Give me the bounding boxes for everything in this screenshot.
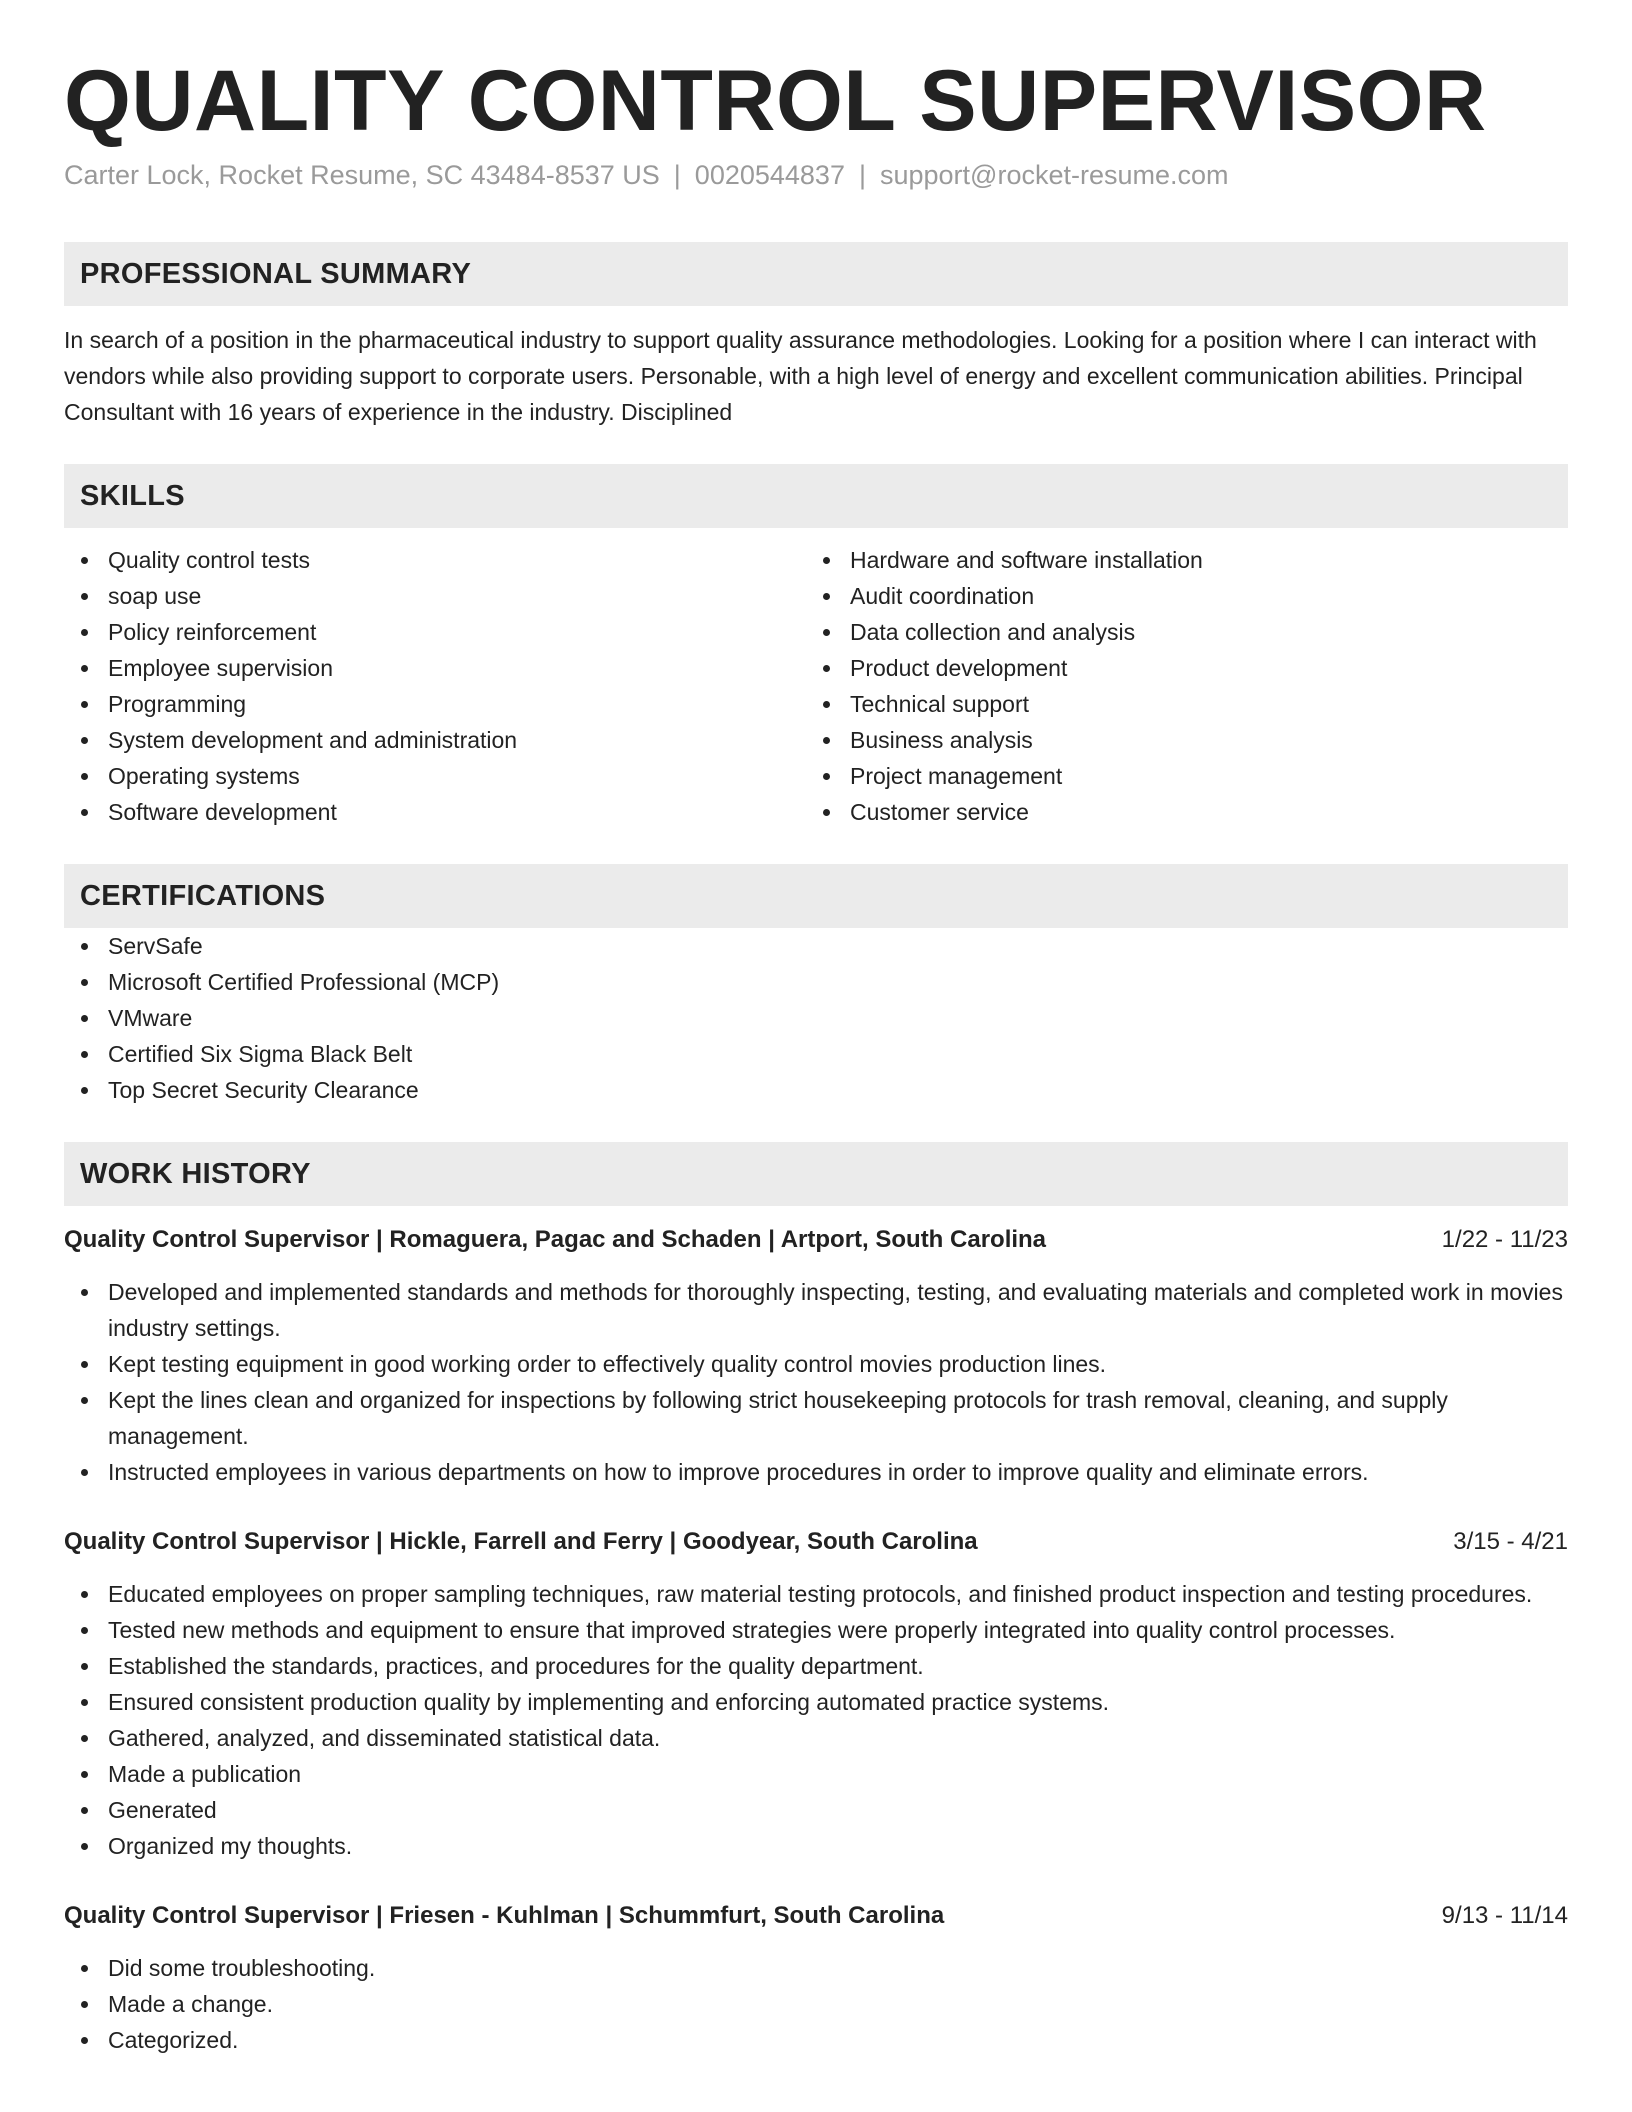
job-title: Quality Control Supervisor | Friesen - Kuhlman | Schummfurt, South Carolina	[64, 1902, 945, 1929]
contact-email: support@rocket-resume.com	[879, 160, 1229, 190]
skill-item: Business analysis	[806, 722, 1548, 758]
skill-item: Customer service	[806, 794, 1548, 830]
work-history-section	[64, 1142, 1568, 2058]
job-bullet: Made a change.	[64, 1986, 1568, 2022]
skills-section	[64, 464, 1568, 830]
skill-item: Project management	[806, 758, 1548, 794]
skills-list-right	[806, 542, 1548, 830]
contact-address: Carter Lock, Rocket Resume, SC 43484-8537 US	[64, 160, 660, 190]
skill-item: Audit coordination	[806, 578, 1548, 614]
job-bullet: Ensured consistent production quality by implementing and enforcing automated practice systems.	[64, 1684, 1568, 1720]
certifications-section	[64, 864, 1568, 1108]
skill-item: Data collection and analysis	[806, 614, 1548, 650]
job-bullet: Organized my thoughts.	[64, 1828, 1568, 1864]
contact-separator: |	[858, 160, 866, 190]
skill-item: Employee supervision	[64, 650, 806, 686]
skill-item: Quality control tests	[64, 542, 806, 578]
job-bullet: Established the standards, practices, and procedures for the quality department.	[64, 1648, 1568, 1684]
job-bullets	[64, 1274, 1568, 1490]
job-bullet: Tested new methods and equipment to ensure that improved strategies were properly integrated into quality control processes.	[64, 1612, 1568, 1648]
job-bullets	[64, 1950, 1568, 2058]
job-bullet: Categorized.	[64, 2022, 1568, 2058]
job-entry	[64, 1222, 1568, 1490]
job-entry	[64, 1524, 1568, 1864]
job-bullet: Educated employees on proper sampling techniques, raw material testing protocols, and finished product inspection and testing procedures.	[64, 1576, 1568, 1612]
job-dates: 1/22 - 11/23	[1441, 1226, 1568, 1253]
job-dates: 9/13 - 11/14	[1441, 1902, 1568, 1929]
job-header	[64, 1222, 1568, 1258]
certifications-heading: CERTIFICATIONS	[64, 864, 1568, 928]
job-bullet: Gathered, analyzed, and disseminated statistical data.	[64, 1720, 1568, 1756]
skills-heading: SKILLS	[64, 464, 1568, 528]
skill-item: Hardware and software installation	[806, 542, 1548, 578]
skill-item: System development and administration	[64, 722, 806, 758]
contact-line	[64, 158, 1568, 192]
certification-item: VMware	[64, 1000, 1568, 1036]
job-bullet: Generated	[64, 1792, 1568, 1828]
job-dates: 3/15 - 4/21	[1453, 1528, 1568, 1555]
skill-item: Software development	[64, 794, 806, 830]
certification-item: Microsoft Certified Professional (MCP)	[64, 964, 1568, 1000]
work-history-heading: WORK HISTORY	[64, 1142, 1568, 1206]
skill-item: Policy reinforcement	[64, 614, 806, 650]
job-header	[64, 1524, 1568, 1560]
job-entry	[64, 1898, 1568, 2058]
skill-item: Programming	[64, 686, 806, 722]
job-bullet: Made a publication	[64, 1756, 1568, 1792]
certification-item: Certified Six Sigma Black Belt	[64, 1036, 1568, 1072]
certification-item: ServSafe	[64, 928, 1568, 964]
summary-text: In search of a position in the pharmaceutical industry to support quality assurance methodologies. Looking for a position where I can interact with vendors while also providing support to corporate users. Personable, with a high level of energy and excellent communication abilities. Principal Consultant with 16 years of experience in the industry. Disciplined	[64, 327, 1537, 425]
job-title: Quality Control Supervisor | Romaguera, Pagac and Schaden | Artport, South Carolina	[64, 1226, 1047, 1253]
skill-item: Operating systems	[64, 758, 806, 794]
skill-item: Technical support	[806, 686, 1548, 722]
job-bullet: Developed and implemented standards and methods for thoroughly inspecting, testing, and evaluating materials and completed work in movies industry settings.	[64, 1274, 1568, 1346]
job-bullet: Kept testing equipment in good working order to effectively quality control movies production lines.	[64, 1346, 1568, 1382]
job-header	[64, 1898, 1568, 1934]
summary-heading: PROFESSIONAL SUMMARY	[64, 242, 1568, 306]
contact-phone: 0020544837	[694, 160, 845, 190]
certifications-list	[64, 928, 1568, 1108]
skill-item: soap use	[64, 578, 806, 614]
job-bullets	[64, 1576, 1568, 1864]
job-bullet: Did some troubleshooting.	[64, 1950, 1568, 1986]
job-bullet: Instructed employees in various departments on how to improve procedures in order to improve quality and eliminate errors.	[64, 1454, 1568, 1490]
certification-item: Top Secret Security Clearance	[64, 1072, 1568, 1108]
skills-list-left	[64, 542, 806, 830]
resume-page	[64, 0, 1568, 2058]
resume-title: QUALITY CONTROL SUPERVISOR	[64, 53, 1487, 149]
skill-item: Product development	[806, 650, 1548, 686]
job-title: Quality Control Supervisor | Hickle, Farrell and Ferry | Goodyear, South Carolina	[64, 1528, 978, 1555]
skills-columns	[64, 542, 1568, 830]
summary-section	[64, 242, 1568, 430]
contact-separator: |	[673, 160, 681, 190]
job-bullet: Kept the lines clean and organized for inspections by following strict housekeeping protocols for trash removal, cleaning, and supply management.	[64, 1382, 1568, 1454]
